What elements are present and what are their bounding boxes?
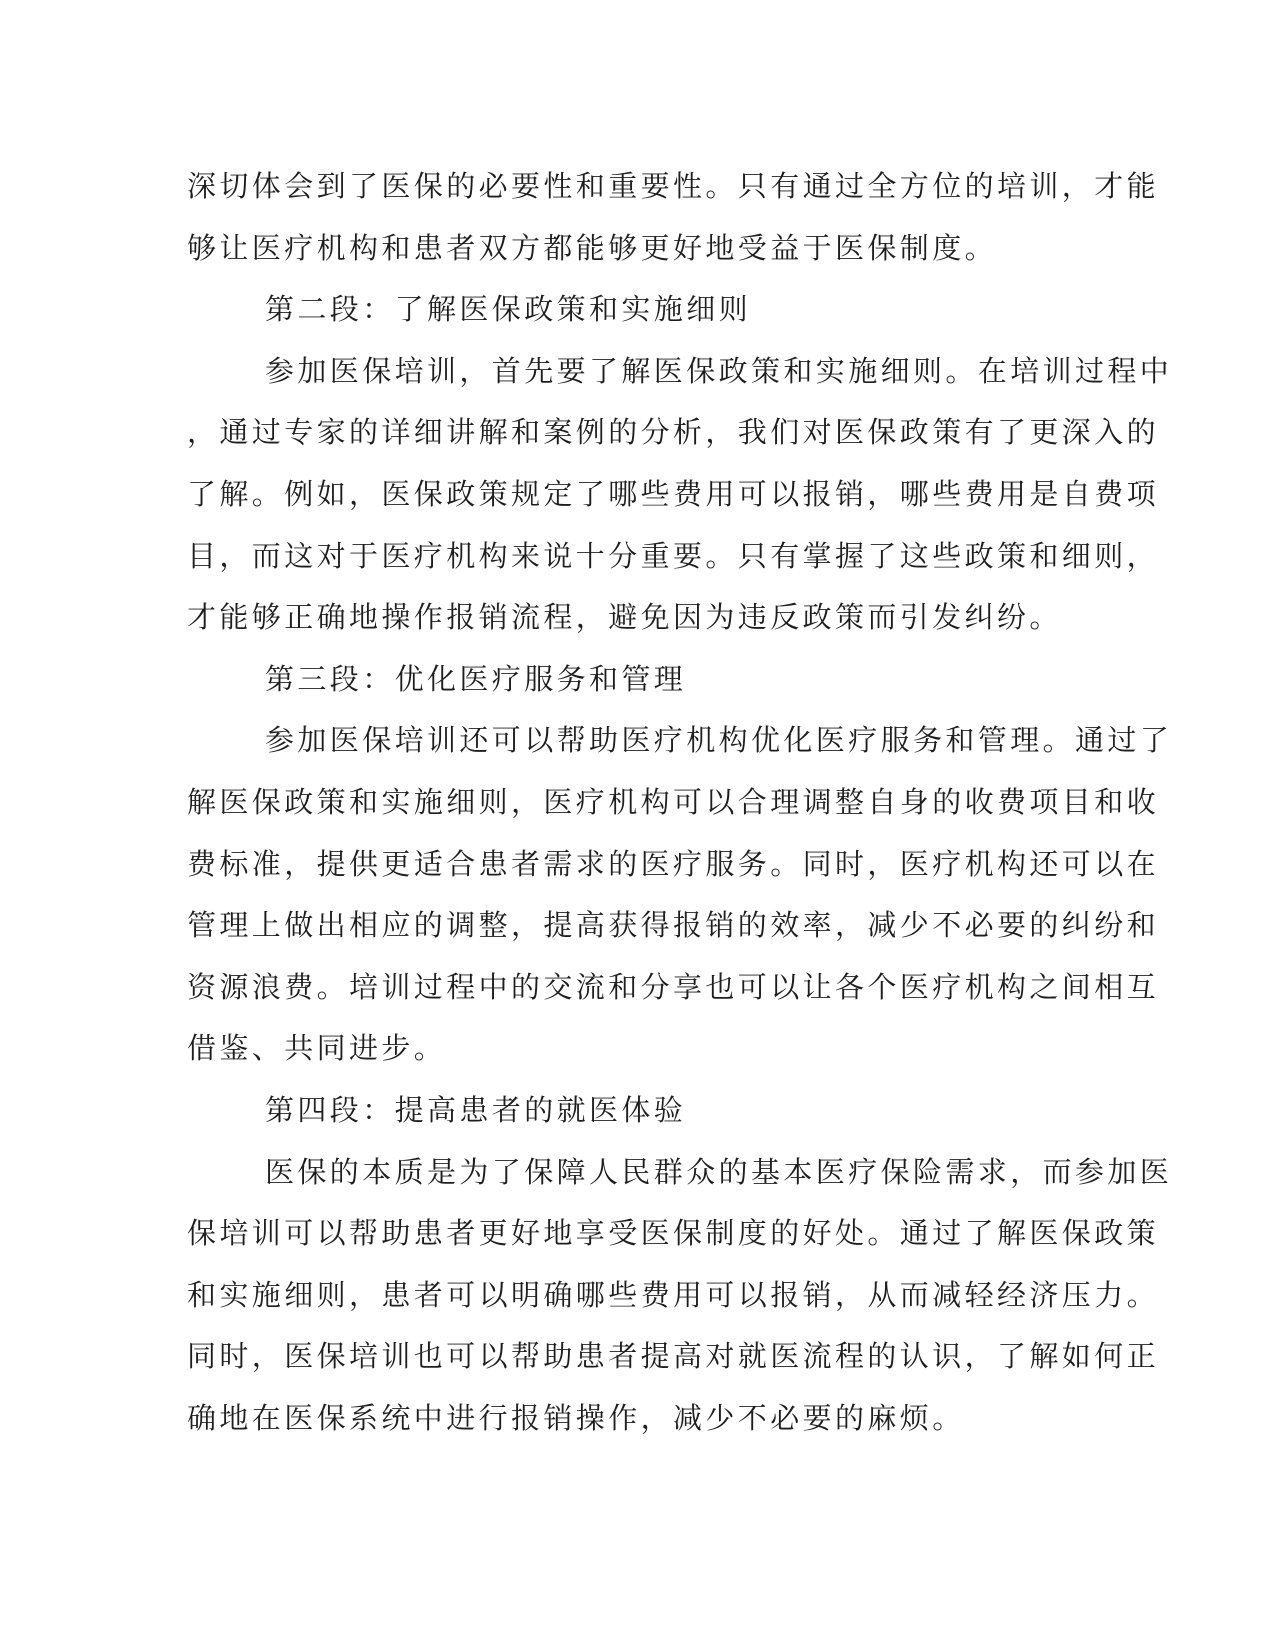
paragraph-line: 和实施细则，患者可以明确哪些费用可以报销，从而减轻经济压力。 xyxy=(187,1277,1160,1312)
paragraph-line: 目，而这对于医疗机构来说十分重要。只有掌握了这些政策和细则， xyxy=(187,538,1160,573)
paragraph-line: 借鉴、共同进步。 xyxy=(187,1031,447,1066)
paragraph-line: ，通过专家的详细讲解和案例的分析，我们对医保政策有了更深入的 xyxy=(187,415,1160,450)
paragraph-line: 参加医保培训，首先要了解医保政策和实施细则。在培训过程中 xyxy=(265,353,1173,388)
paragraph-line: 管理上做出相应的调整，提高获得报销的效率，减少不必要的纠纷和 xyxy=(187,908,1160,943)
paragraph-line: 医保的本质是为了保障人民群众的基本医疗保险需求，而参加医 xyxy=(265,1154,1173,1189)
paragraph-line: 了解。例如，医保政策规定了哪些费用可以报销，哪些费用是自费项 xyxy=(187,476,1160,511)
section-2-paragraph xyxy=(187,341,1173,649)
section-heading-3: 第三段：优化医疗服务和管理 xyxy=(265,661,687,696)
intro-paragraph xyxy=(187,156,1160,279)
paragraph-line: 解医保政策和实施细则，医疗机构可以合理调整自身的收费项目和收 xyxy=(187,784,1160,819)
paragraph-line: 确地在医保系统中进行报销操作，减少不必要的麻烦。 xyxy=(187,1400,965,1435)
document-body xyxy=(187,156,1173,1449)
paragraph-line: 资源浪费。培训过程中的交流和分享也可以让各个医疗机构之间相互 xyxy=(187,969,1160,1004)
paragraph-line: 深切体会到了医保的必要性和重要性。只有通过全方位的培训，才能 xyxy=(187,169,1160,203)
paragraph-line: 同时，医保培训也可以帮助患者提高对就医流程的认识，了解如何正 xyxy=(187,1339,1160,1374)
paragraph-line: 参加医保培训还可以帮助医疗机构优化医疗服务和管理。通过了 xyxy=(265,723,1173,758)
paragraph-line: 费标准，提供更适合患者需求的医疗服务。同时，医疗机构还可以在 xyxy=(187,846,1160,881)
paragraph-line: 保培训可以帮助患者更好地享受医保制度的好处。通过了解医保政策 xyxy=(187,1216,1160,1251)
paragraph-line: 才能够正确地操作报销流程，避免因为违反政策而引发纠纷。 xyxy=(187,600,1062,635)
section-4-paragraph xyxy=(187,1142,1173,1450)
section-3-paragraph xyxy=(187,710,1173,1080)
section-heading-2: 第二段：了解医保政策和实施细则 xyxy=(265,292,752,327)
paragraph-line: 够让医疗机构和患者双方都能够更好地受益于医保制度。 xyxy=(187,230,998,265)
section-heading-4: 第四段：提高患者的就医体验 xyxy=(265,1092,687,1127)
